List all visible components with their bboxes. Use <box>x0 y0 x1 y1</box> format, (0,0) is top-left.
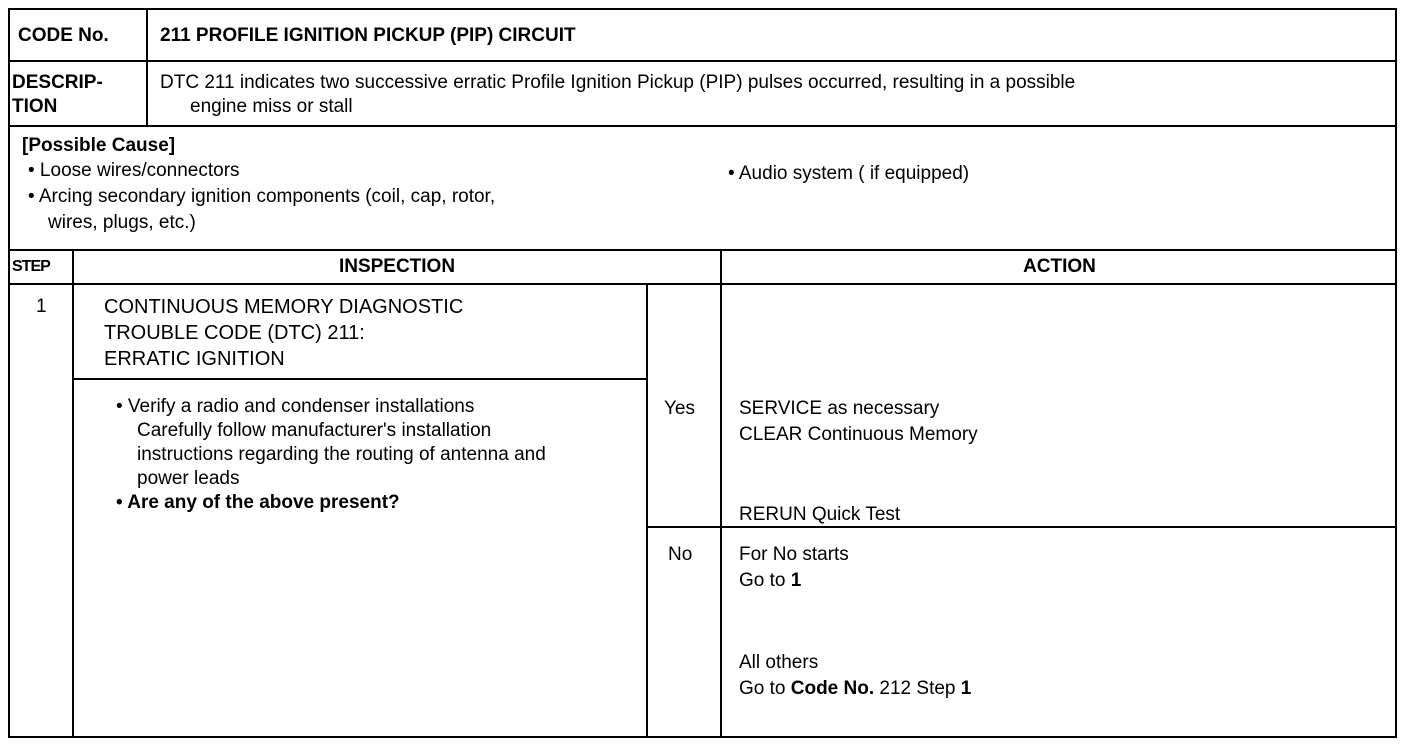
inspection-bullet-line4: power leads <box>137 468 240 489</box>
header-step: STEP <box>12 258 50 275</box>
inspection-bullet-line2: Carefully follow manufacturer's installation <box>137 420 492 441</box>
rule-below-step-title <box>72 378 646 380</box>
no-action-line2 <box>739 570 801 592</box>
rule-code-label-divider <box>146 8 148 126</box>
no-action-line1: For No starts <box>739 544 849 565</box>
no-goto-step: 1 <box>790 570 802 591</box>
inspection-bullet-verify: • Verify a radio and condenser installations <box>116 396 475 417</box>
others-goto-middle: 212 Step <box>874 678 961 699</box>
step-title-line3: ERRATIC IGNITION <box>104 348 285 370</box>
yes-action-line2: CLEAR Continuous Memory <box>739 424 978 445</box>
no-action-line3: All others <box>739 652 819 673</box>
no-goto-prefix: Go to <box>739 570 791 591</box>
possible-cause-heading: [Possible Cause] <box>22 135 176 156</box>
description-text-line2: engine miss or stall <box>190 96 353 117</box>
step-number: 1 <box>36 296 47 317</box>
others-goto-prefix: Go to <box>739 678 791 699</box>
rule-below-headers <box>8 283 1397 285</box>
description-label-line1: DESCRIP- <box>12 72 103 93</box>
code-label: CODE No. <box>18 25 109 46</box>
yes-action-line3: RERUN Quick Test <box>739 504 901 525</box>
rule-below-code <box>8 60 1397 62</box>
rule-inspection-action-divider <box>720 249 722 738</box>
cause-item-arcing-cont: wires, plugs, etc.) <box>48 212 196 233</box>
rule-yes-no-divider <box>646 526 1397 528</box>
step-title-line1: CONTINUOUS MEMORY DIAGNOSTIC <box>104 296 464 318</box>
rule-below-description <box>8 125 1397 127</box>
others-goto-step: 1 <box>960 678 972 699</box>
yes-action-line1: SERVICE as necessary <box>739 398 940 419</box>
rule-step-divider <box>72 249 74 738</box>
cause-item-arcing: • Arcing secondary ignition components (coil, cap, rotor, <box>28 186 496 207</box>
cause-item-loose-wires: • Loose wires/connectors <box>28 160 240 181</box>
rule-below-cause <box>8 249 1397 251</box>
yes-label: Yes <box>664 398 695 419</box>
inspection-question: • Are any of the above present? <box>116 492 400 513</box>
no-label: No <box>668 544 693 565</box>
cause-item-audio: • Audio system ( if equipped) <box>728 163 970 184</box>
header-inspection: INSPECTION <box>338 256 456 277</box>
no-action-line4 <box>739 678 971 700</box>
inspection-bullet-line3: instructions regarding the routing of antenna and <box>137 444 546 465</box>
others-goto-code-label: Code No. <box>790 678 875 699</box>
description-label-line2: TION <box>12 96 58 117</box>
code-title: 211 PROFILE IGNITION PICKUP (PIP) CIRCUIT <box>160 25 576 46</box>
step-title-line2: TROUBLE CODE (DTC) 211: <box>104 322 365 344</box>
description-text-line1: DTC 211 indicates two successive erratic Profile Ignition Pickup (PIP) pulses occurred, resulting in a possible <box>160 72 1076 93</box>
header-action: ACTION <box>1023 256 1096 277</box>
rule-yes-no-column <box>646 283 648 738</box>
